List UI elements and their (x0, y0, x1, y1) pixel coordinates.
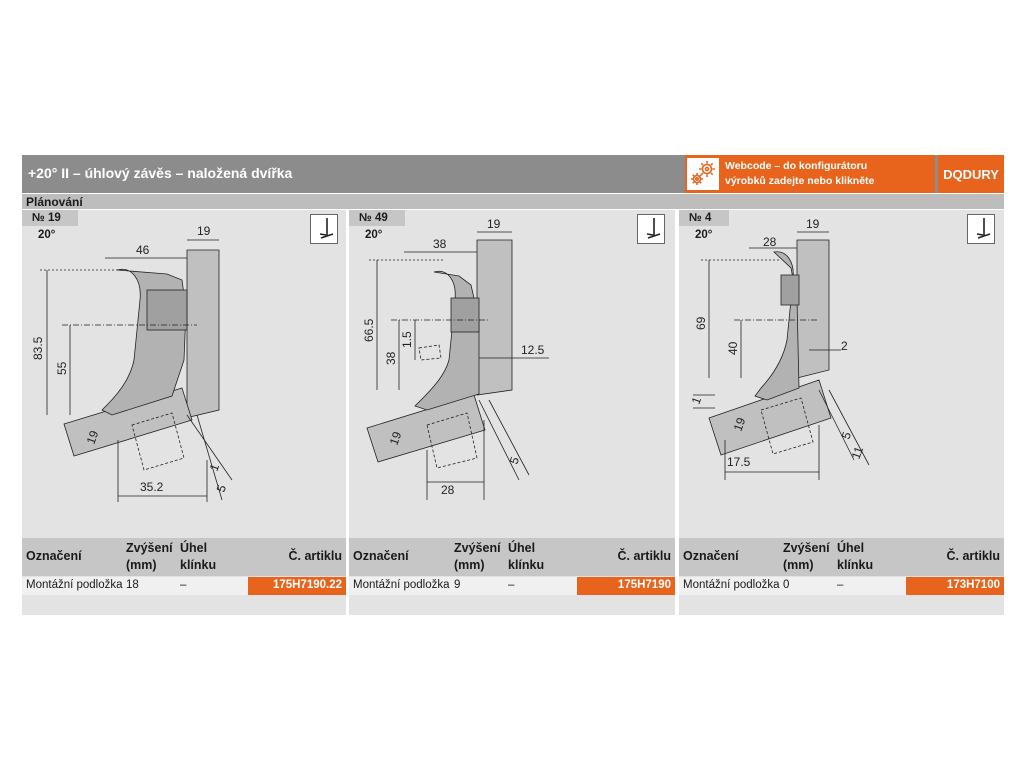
col-angle (180, 540, 216, 574)
col-raise-line2: (mm) (126, 558, 157, 572)
dim-top-b: 19 (806, 217, 820, 231)
dim-small-a: 1 (688, 394, 705, 407)
panel-tag: № 49 (349, 210, 405, 226)
table-header (349, 538, 675, 576)
dim-lower: 19 (83, 428, 102, 447)
dim-top-a: 46 (136, 243, 150, 257)
dim-right: 2 (841, 339, 848, 353)
dim-left-a: 83.5 (31, 336, 45, 360)
cell-angle: – (837, 579, 844, 591)
page-title: +20° II – úhlový závěs – naložená dvířka (28, 165, 293, 181)
hinge-drawing-3 (679, 210, 1004, 536)
col-article: Č. artiklu (617, 549, 671, 563)
cell-raise: 18 (126, 579, 139, 591)
panel-angle: 20° (365, 229, 383, 241)
dim-left-b: 40 (726, 341, 740, 355)
cell-name: Montážní podložka (353, 579, 450, 591)
table-row (349, 577, 675, 595)
panel-1 (22, 210, 346, 615)
section-label: Plánování (26, 195, 83, 209)
hinge-drawing-2 (349, 210, 675, 536)
table-row-empty (679, 596, 1004, 615)
dim-small-b: 5 (838, 429, 855, 442)
cell-raise: 0 (783, 579, 790, 591)
webcode-code[interactable]: DQDURY (938, 155, 1004, 193)
col-raise-line1: Zvýšení (126, 541, 173, 555)
panel-3 (679, 210, 1004, 615)
cell-angle: – (180, 579, 187, 591)
cell-name: Montážní podložka (26, 579, 123, 591)
dim-left-a: 66.5 (362, 318, 376, 342)
table-header (679, 538, 1004, 576)
col-name: Označení (353, 549, 409, 563)
webcode-link[interactable] (685, 155, 935, 193)
dim-small-a: 1 (206, 461, 223, 474)
col-raise (126, 540, 173, 574)
col-angle (837, 540, 873, 574)
panel-angle: 20° (38, 229, 56, 241)
col-name: Označení (683, 549, 739, 563)
col-article: Č. artiklu (946, 549, 1000, 563)
dim-lower: 19 (730, 415, 749, 434)
dim-small-b: 5 (213, 482, 230, 495)
col-raise-line1: Zvýšení (783, 541, 830, 555)
col-angle-line1: Úhel (508, 541, 536, 555)
col-angle-line2: klínku (837, 558, 874, 572)
hinge-type-icon (310, 214, 338, 244)
col-raise (783, 540, 830, 574)
dim-top-b: 19 (197, 224, 211, 238)
article-link[interactable]: 175H7190.22 (248, 577, 346, 595)
gears-icon (687, 158, 719, 190)
cell-raise: 9 (454, 579, 461, 591)
hinge-drawing-1 (22, 210, 346, 536)
section-bar (22, 194, 1004, 209)
col-angle-line1: Úhel (180, 541, 208, 555)
table-row-empty (22, 596, 346, 615)
col-raise (454, 540, 501, 574)
col-angle-line2: klínku (508, 558, 545, 572)
col-raise-line2: (mm) (783, 558, 814, 572)
dim-left-c: 1.5 (400, 331, 414, 348)
table-row-empty (349, 596, 675, 615)
cell-angle: – (508, 579, 515, 591)
col-angle-line2: klínku (180, 558, 217, 572)
dim-bottom: 17.5 (727, 455, 751, 469)
dim-left-a: 69 (694, 316, 708, 330)
col-raise-line1: Zvýšení (454, 541, 501, 555)
panel-2 (349, 210, 675, 615)
dim-top-a: 28 (763, 235, 777, 249)
table-row (22, 577, 346, 595)
hinge-type-icon (637, 214, 665, 244)
cell-name: Montážní podložka (683, 579, 780, 591)
dim-top-b: 19 (487, 217, 501, 231)
col-article: Č. artiklu (288, 549, 342, 563)
panel-angle: 20° (695, 229, 713, 241)
col-angle-line1: Úhel (837, 541, 865, 555)
dim-bottom: 28 (441, 483, 455, 497)
dim-small-c: 11 (848, 444, 867, 462)
article-link[interactable]: 175H7190 (577, 577, 675, 595)
dim-small-b: 5 (506, 454, 523, 467)
header-bar (22, 155, 1004, 193)
hinge-type-icon (967, 214, 995, 244)
dim-top-a: 38 (433, 237, 447, 251)
col-raise-line2: (mm) (454, 558, 485, 572)
dim-bottom: 35.2 (140, 480, 164, 494)
webcode-text: Webcode – do konfigurátoru výrobků zadejte nebo klikněte (725, 160, 875, 187)
dim-right: 12.5 (521, 343, 545, 357)
dim-left-b: 55 (55, 361, 69, 375)
table-header (22, 538, 346, 576)
dim-left-b: 38 (384, 351, 398, 365)
panel-tag: № 19 (22, 210, 78, 226)
dim-lower: 19 (386, 429, 405, 448)
panel-tag: № 4 (679, 210, 729, 226)
col-name: Označení (26, 549, 82, 563)
table-row (679, 577, 1004, 595)
col-angle (508, 540, 544, 574)
article-link[interactable]: 173H7100 (906, 577, 1004, 595)
